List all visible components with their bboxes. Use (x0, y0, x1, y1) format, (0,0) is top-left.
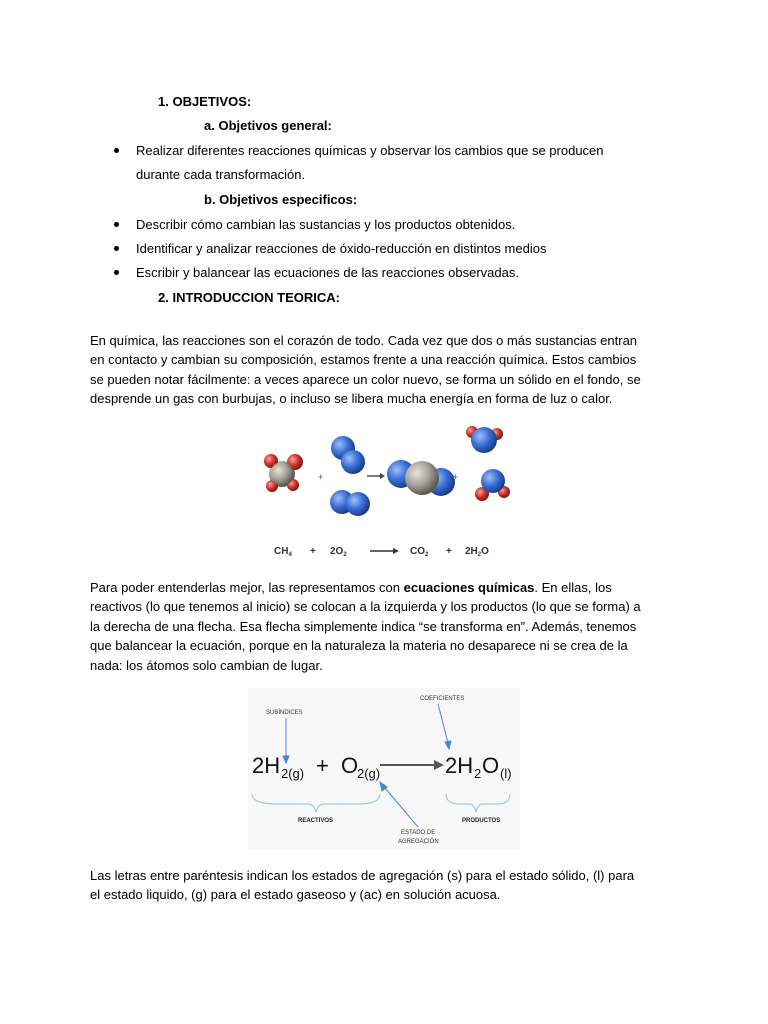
general-objective-line1: Realizar diferentes reacciones químicas y observar los cambios que se producen (136, 143, 604, 158)
bullet-dot (114, 222, 119, 227)
h2o-molecule-icon (475, 469, 510, 501)
equation-plus: + (316, 753, 329, 778)
paragraph-estados (90, 866, 677, 905)
ch4-molecule-icon (264, 454, 303, 492)
plus-sign: + (318, 472, 324, 482)
reaction-arrow-icon (367, 473, 385, 479)
label-estado-line1: ESTADO DE (401, 830, 436, 836)
equation-diagram (248, 688, 520, 850)
subheading-objetivos-general: a. Objetivos general: (204, 118, 332, 133)
formula-ch4: $CH_4$ (274, 546, 292, 558)
equation-term: 2H (252, 753, 281, 778)
specific-objective-item: Escribir y balancear las ecuaciones de las reacciones observadas. (136, 265, 519, 280)
plus-sign: + (446, 546, 452, 557)
paragraph-text: Para poder entenderlas mejor, las representamos con (90, 580, 404, 595)
co2-molecule-icon (387, 460, 455, 496)
equation-term: O (341, 753, 359, 778)
section-heading-objetivos: 1. OBJETIVOS: (158, 94, 252, 109)
label-reactivos: REACTIVOS (298, 818, 334, 824)
formula-h2o: $2H_2O$ (465, 546, 489, 558)
bullet-dot (114, 148, 119, 153)
label-estado-line2: AGREGACIÓN (398, 839, 439, 845)
paragraph-bold-term: ecuaciones químicas (403, 580, 535, 595)
label-coeficientes: COEFICIENTES (420, 696, 465, 702)
paragraph-line: nada: los átomos solo cambian de lugar. (90, 657, 323, 673)
label-productos: PRODUCTOS (462, 818, 501, 824)
paragraph-line: que balancear la ecuación, porque en la naturaleza la materia no desaparece ni se crea de la (90, 638, 628, 654)
formula-co2: $CO_2$ (410, 546, 429, 558)
paragraph-text: . En ellas, los (534, 580, 612, 595)
subheading-objetivos-especificos: b. Objetivos especificos: (204, 192, 358, 207)
equation-subscript: (l) (500, 766, 512, 781)
general-objective-line2: durante cada transformación. (136, 167, 306, 182)
bullet-dot (114, 246, 119, 251)
plus-sign: + (310, 546, 316, 557)
paragraph-line: Las letras entre paréntesis indican los estados de agregación (s) para el estado sólido, (l) para (90, 868, 635, 883)
formula-o2: $2O_2$ (330, 546, 347, 558)
section-heading-introduccion: 2. INTRODUCCION TEORICA: (158, 290, 340, 305)
reaction-arrow-icon (370, 548, 399, 554)
equation-subscript: 2(g) (357, 766, 381, 781)
o2-molecule-icon (330, 490, 370, 516)
paragraph-line: desprende un gas con burbujas, o incluso se libera mucha energía en forma de luz o calor. (90, 391, 613, 407)
molecule-reaction-figure (250, 420, 520, 570)
label-subindices: SUBÍNDICES (266, 710, 303, 716)
h2o-molecule-icon (466, 426, 503, 453)
paragraph-line: se pueden notar fácilmente: a veces aparece un color nuevo, se forma un sólido en el fondo, se (90, 371, 641, 387)
paragraph-line: en contacto y cambian su composición, estamos frente a una reacción química. Estos cambios (90, 352, 637, 368)
paragraph-ecuaciones (90, 578, 677, 675)
o2-molecule-icon (331, 436, 365, 474)
paragraph-line (90, 578, 677, 597)
bullet-dot (114, 270, 119, 275)
specific-objective-item: Identificar y analizar reacciones de óxido-reducción en distintos medios (136, 241, 547, 256)
equation-term: 2H (445, 753, 474, 778)
equation-term: O (482, 753, 500, 778)
equation-subscript: 2 (474, 766, 482, 781)
paragraph-line: el estado liquido, (g) para el estado gaseoso y (ac) en solución acuosa. (90, 887, 501, 903)
plus-sign: + (453, 472, 459, 482)
paragraph-line: reactivos (lo que tenemos al inicio) se colocan a la izquierda y los productos (lo que se forma) a (90, 599, 641, 615)
paragraph-line: la derecha de una flecha. Esa flecha simplemente indica “se transforma en”. Además, tenemos (90, 618, 637, 634)
equation-subscript: 2(g) (281, 766, 305, 781)
specific-objective-item: Describir cómo cambian las sustancias y los productos obtenidos. (136, 217, 516, 232)
paragraph-intro (90, 331, 677, 409)
paragraph-line: En química, las reacciones son el corazón de todo. Cada vez que dos o más sustancias entran (90, 333, 638, 348)
